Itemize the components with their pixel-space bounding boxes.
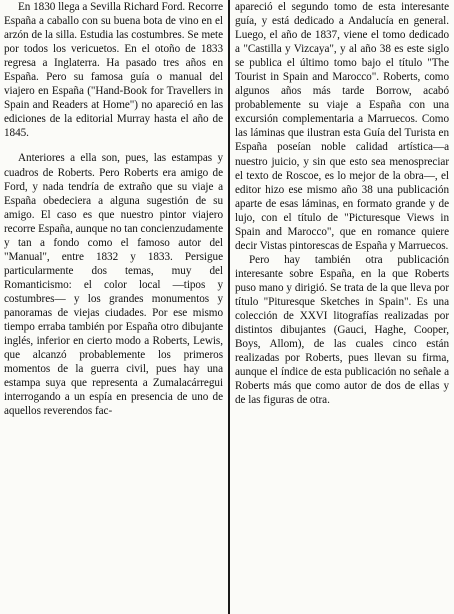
- left-paragraph-2: Anteriores a ella son, pues, las estampas y cuadros de Roberts. Pero Roberts era amigo de Ford, y nada tendría de extraño que su viaje a España obedeciera a alguna sugestión de su amigo. El caso es que nuestro pintor viajero recorre España, aunque no tan concienzudamente y tan a fondo como el famoso autor del "Manual", entre 1832 y 1833. Persigue particularmente dos temas, muy del Romanticismo: el color local —tipos y costumbres— y los grandes monumentos y panoramas de viejas ciudades. Por ese mismo tiempo erraba también por España otro dibujante inglés, inferior en cierto modo a Roberts, Lewis, que alcanzó probablemente los primeros momentos de la guerra civil, pues hay una estampa suya que representa a Zumalacárregui interrogando a un espía en presencia de uno de aquellos reverendos fac-: [4, 152, 223, 418]
- column-divider: [228, 0, 230, 614]
- right-text-column: [235, 0, 449, 407]
- right-paragraph-2: Pero hay también otra publicación interesante sobre España, en la que Roberts puso mano y dirigió. Se trata de la que lleva por título "Pituresque Sketches in Spain". Es una colección de XXVI litografías realizadas por distintos dibujantes (Gauci, Haghe, Cooper, Boys, Allom), de las cuales cinco están realizadas por Roberts, pues llevan su firma, aunque el índice de esta publicación no señale a Roberts más que como autor de dos de ellas y de las figuras de otra.: [235, 253, 449, 407]
- right-paragraph-1: apareció el segundo tomo de esta interesante guía, y está dedicado a Andalucía en general. Luego, el año de 1837, viene el tomo dedicado a "Castilla y Vizcaya", y al año 38 es este siglo se publica el último tomo bajo el título "The Tourist in Spain and Marocco". Roberts, como algunos años más tarde Borrow, acabó probablemente su viaje a España con una excursión complementaria a Marruecos. Como las láminas que ilustran esta Guía del Turista en España poseían noble calidad artística—a nuestro juicio, y sin que esto sea menospreciar el texto de Roscoe, es lo mejor de la obra—, el editor hizo ese mismo año 38 una publicación aparte de esas láminas, en formato grande y de lujo, con el título de "Picturesque Views in Spain and Marocco", que en romance quiere decir Vistas pintorescas de España y Marruecos.: [235, 1, 449, 252]
- left-text-column: [4, 0, 223, 418]
- left-paragraph-1: En 1830 llega a Sevilla Richard Ford. Recorre España a caballo con su buena bota de vino en el arzón de la silla. Estudia las costumbres. Se mete por todos los vericuetos. En el otoño de 1833 regresa a Inglaterra. Ha pasado tres años en España. Pero su famosa guía o manual del viajero en España ("Hand-Book for Travellers in Spain and Readers at Home") no apareció en las ediciones de la editorial Murray hasta el año de 1845.: [4, 1, 223, 140]
